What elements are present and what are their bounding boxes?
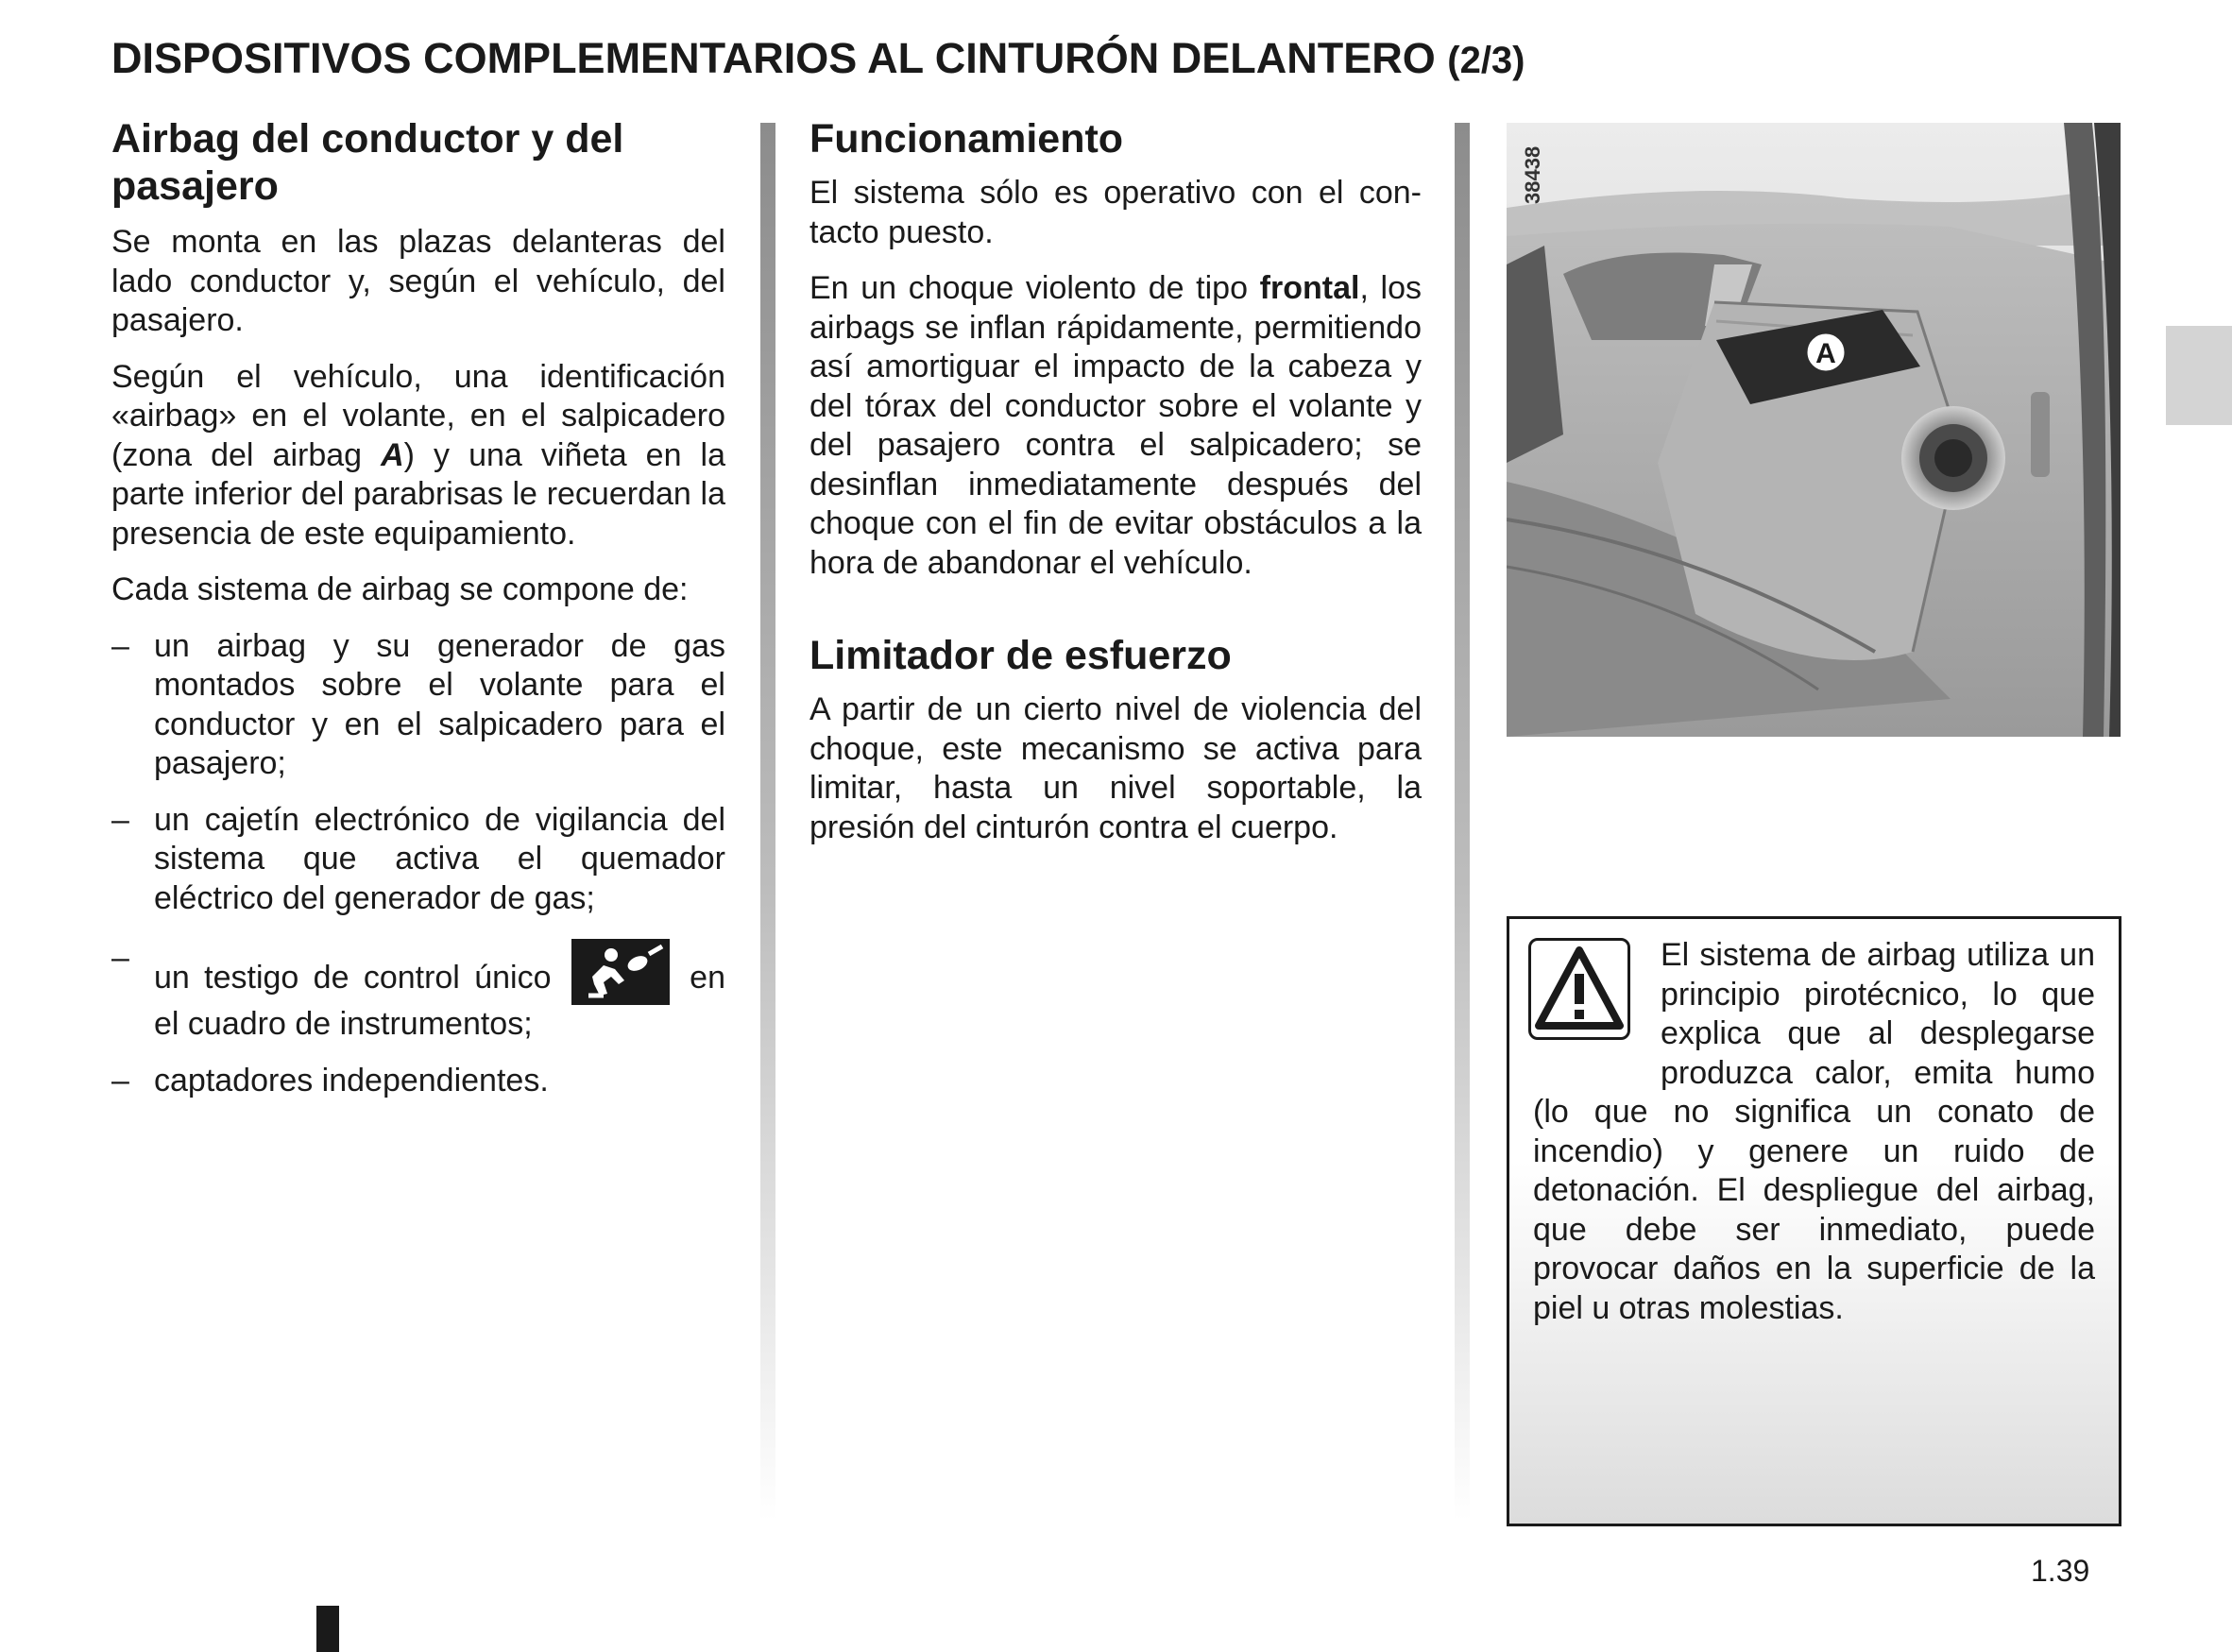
warning-paragraph: El sistema de airbag utiliza un principio pirotécnico, lo que explica que al desplegarse produzca calor, emita humo (lo que no significa un conato de incendio) y genere un ruido de detonación. El despliegue del airbag, que debe ser inmediato, puede provocar daños en la superficie de la piel u otras molestias.	[1533, 937, 2095, 1326]
list-item-text: un cajetín electrónico de vigilancia del sistema que activa el quemador eléctrico del generador de gas;	[154, 801, 725, 916]
zone-a-label: A	[1815, 338, 1836, 369]
list-dash: –	[111, 627, 129, 664]
emphasis-frontal: frontal	[1259, 270, 1360, 306]
list-item-text: un airbag y su generador de gas montados sobre el volante para el conductor y en el salpicadero para el pasajero;	[154, 627, 725, 781]
dashboard-airbag-illustration	[1507, 123, 2121, 737]
left-column	[111, 115, 725, 1100]
list-item	[111, 801, 725, 919]
middle-column	[809, 115, 1422, 847]
list-item-text: captadores independientes.	[154, 1062, 549, 1098]
list-item-text: en el cuadro de instrumentos;	[154, 960, 725, 1042]
page-title-text: DISPOSITIVOS COMPLEMENTARIOS AL CINTURÓN DELANTERO	[111, 34, 1436, 82]
paragraph-mounting: Se monta en las plazas delanteras del lado conductor y, según el vehículo, del pasajero.	[111, 224, 725, 338]
section-heading-operation: Funcionamiento	[809, 116, 1124, 162]
list-item	[111, 939, 725, 1045]
chapter-tab	[2166, 326, 2232, 425]
warning-text	[1533, 936, 2095, 1328]
list-item-text: un testigo de control único	[154, 960, 552, 996]
paragraph-collision	[809, 269, 1422, 583]
zone-label-a: A	[381, 436, 404, 473]
paragraph-operation: El sistema sólo es operativo con el contacto puesto.	[809, 175, 1422, 250]
list-item	[111, 627, 725, 784]
text-span: Según el vehículo, una identificación «airbag» en el volante, en el salpicadero (zona del airbag	[111, 358, 725, 473]
page-edge-marker	[316, 1606, 339, 1652]
list-dash: –	[111, 1062, 129, 1098]
page-title	[111, 34, 1906, 83]
airbag-warning-light-icon	[571, 939, 670, 1005]
section-heading-airbag: Airbag del conductor y del pasajero	[111, 116, 624, 209]
text-span: En un choque violento de tipo	[809, 270, 1260, 306]
column-divider	[1455, 123, 1470, 1521]
text-span: , los airbags se inflan rápidamente, permitiendo así amortiguar el impacto de la cabeza y del tórax del conductor sobre el volante y del pasajero contra el salpicadero; se desinflan inmediatamente después del choque con el fin de evitar obstáculos a la hora de abandonar el vehículo.	[809, 270, 1422, 581]
column-divider	[760, 123, 775, 1521]
warning-box	[1507, 916, 2121, 1526]
text-span: ) y una viñeta en la parte inferior del parabrisas le recuerdan la presencia de este equipamiento.	[111, 436, 725, 552]
list-dash: –	[111, 801, 129, 838]
section-heading-force-limiter: Limitador de esfuerzo	[809, 633, 1232, 678]
list-dash: –	[111, 940, 129, 976]
figure-reference-number: 38438	[1521, 145, 1544, 204]
paragraph-components: Cada sistema de airbag se compone de:	[111, 571, 689, 607]
page-part-indicator: (2/3)	[1447, 40, 1525, 81]
paragraph-force-limiter: A partir de un cierto nivel de violencia del choque, este mecanismo se activa para limitar, hasta un nivel soportable, la presión del cinturón contra el cuerpo.	[809, 691, 1422, 845]
page-number: 1.39	[2031, 1554, 2090, 1588]
paragraph-identification	[111, 358, 725, 554]
list-item	[111, 1062, 725, 1101]
